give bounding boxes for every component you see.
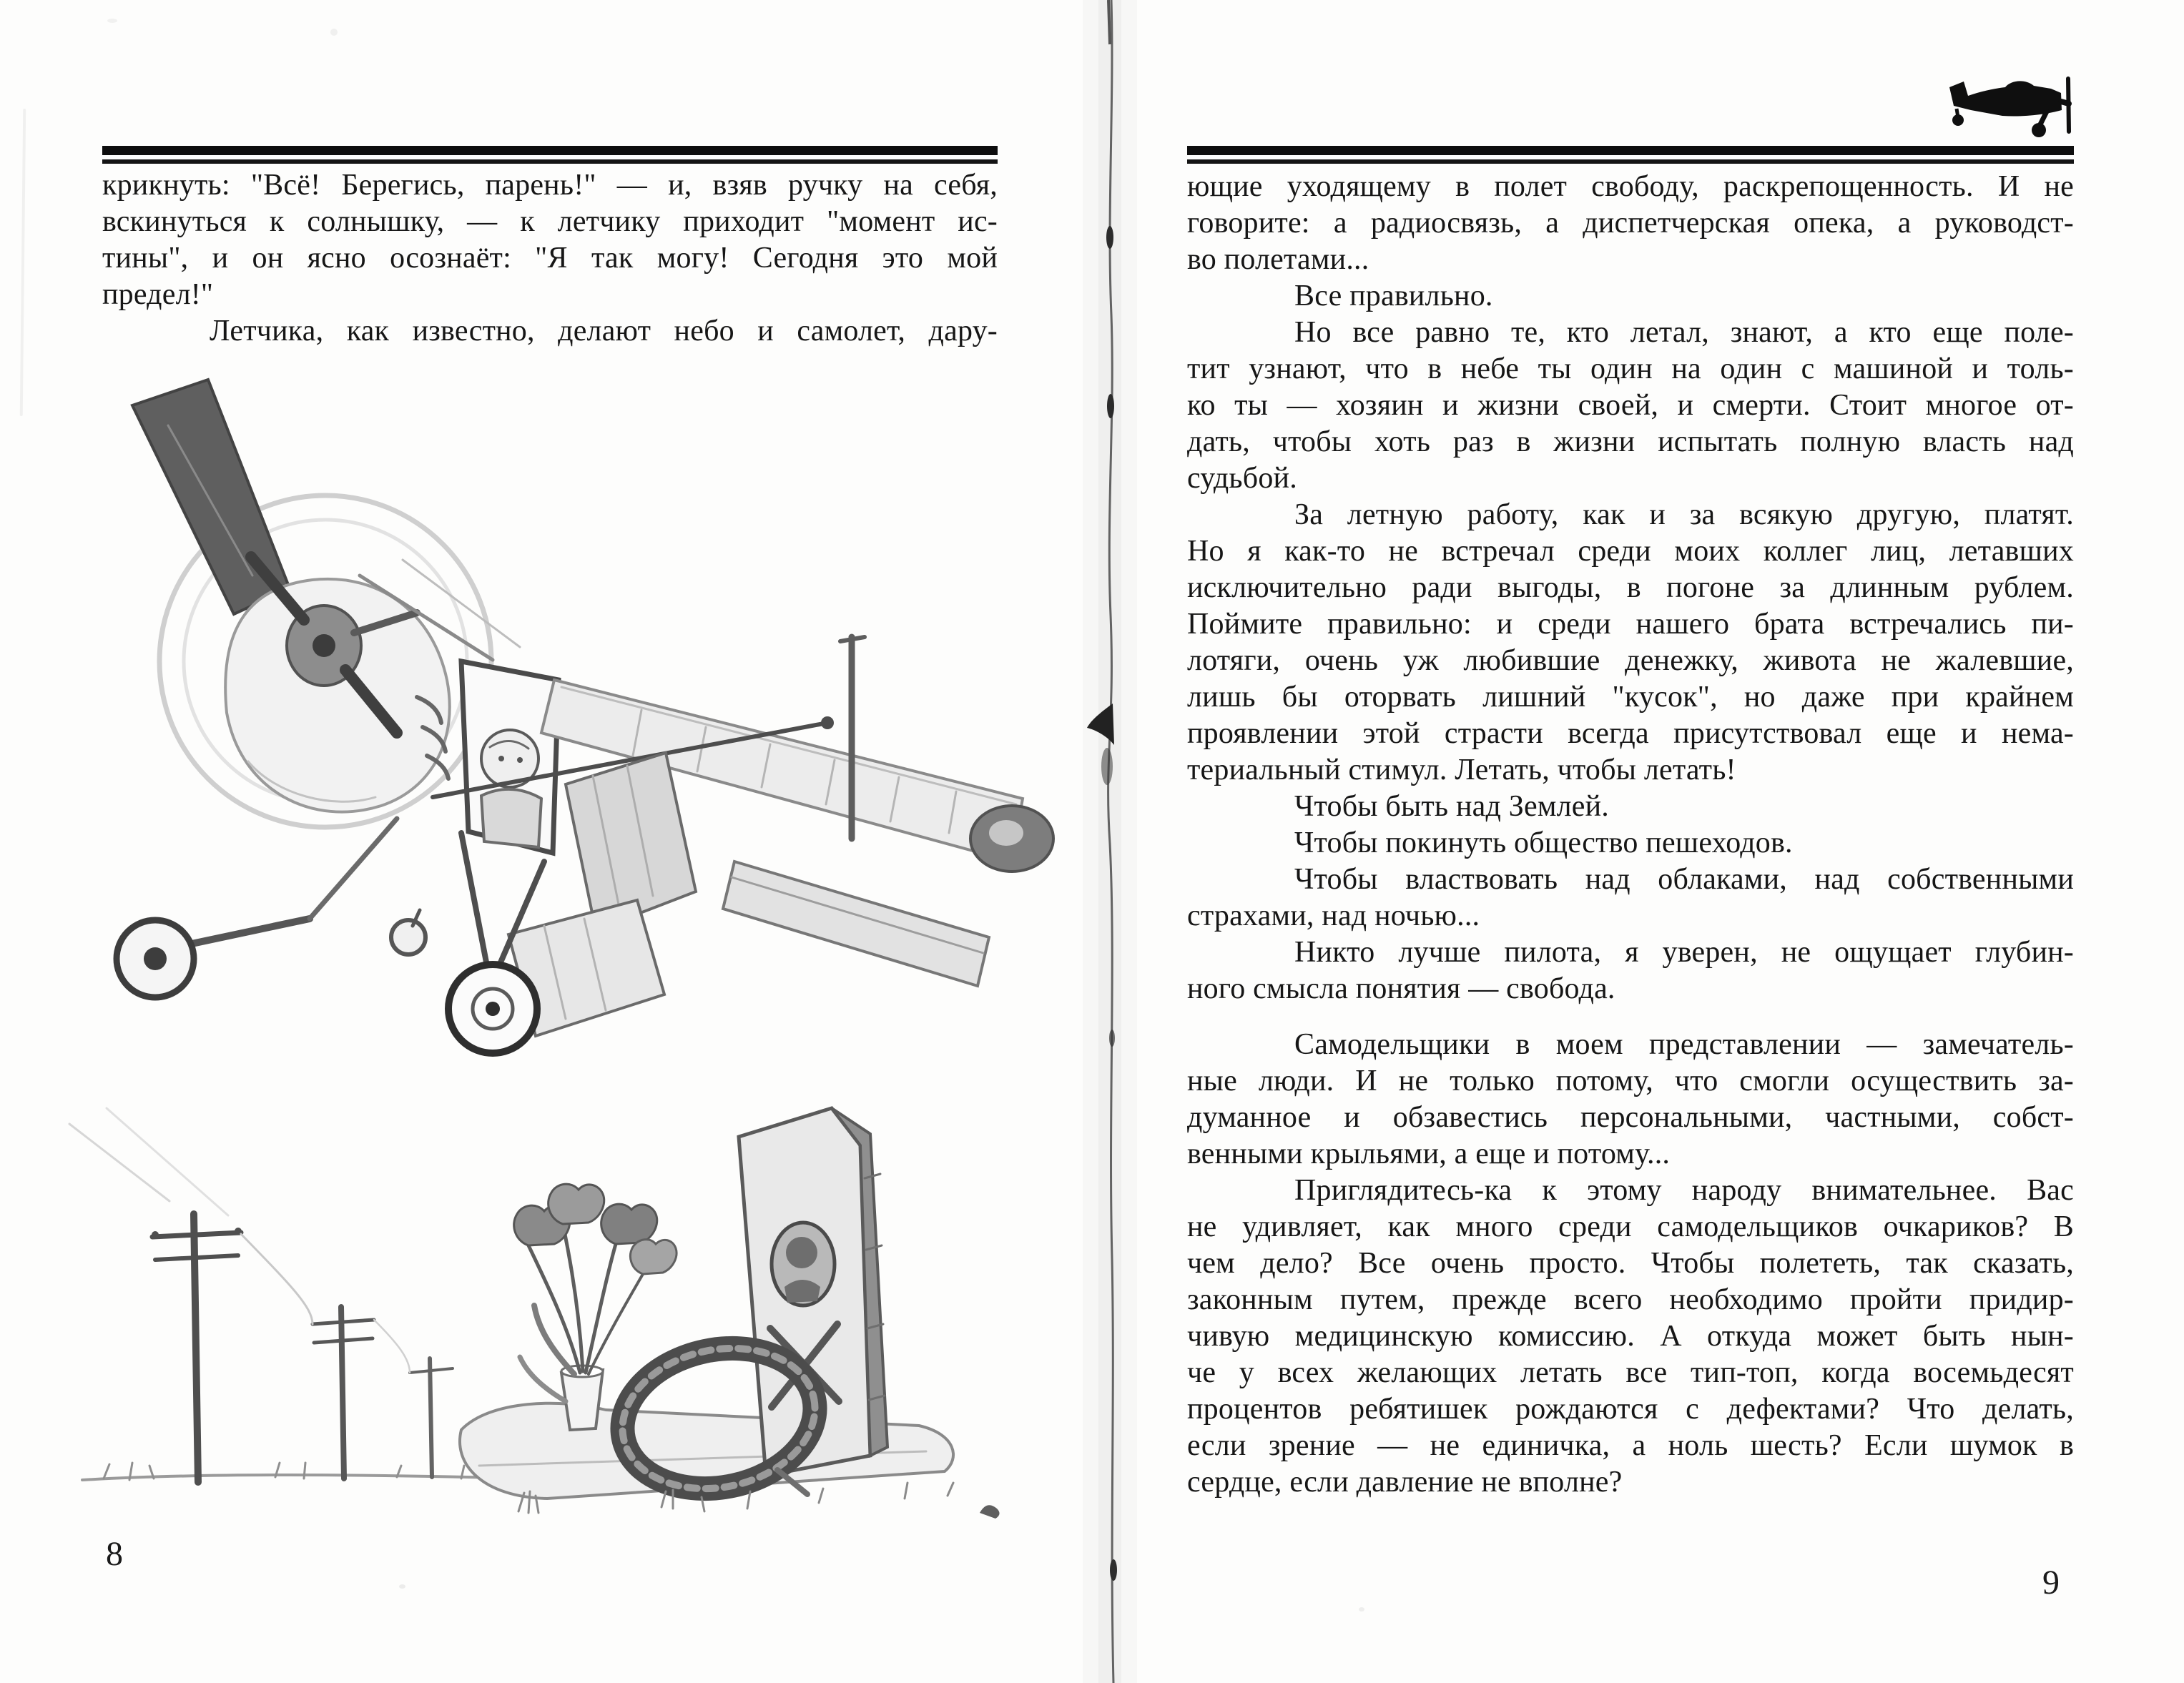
text-line: процентов ребятишек рождаются с дефектами? Что делать,: [1187, 1393, 2074, 1426]
text-line: чем дело? Все очень просто. Чтобы полететь, так сказать,: [1187, 1247, 2074, 1280]
text-line: проявлении этой страсти всегда присутствовал еще и нема-: [1187, 717, 2074, 750]
text-line: Чтобы покинуть общество пешеходов.: [1294, 826, 1793, 859]
text-line: ко ты — хозяин и жизни своей, и смерти. Стоит многое от-: [1187, 389, 2074, 422]
text-line: Самодельщики в моем представлении — замечатель-: [1294, 1028, 2074, 1061]
text-line: тины", и он ясно осознаёт: "Я так могу! Сегодня это мой: [102, 242, 998, 275]
text-line: венными крыльями, а еще и потому...: [1187, 1137, 1671, 1170]
text-line: говорите: а радиосвязь, а диспетчерская опека, а руководст-: [1187, 207, 2074, 240]
text-line: териальный стимул. Летать, чтобы летать!: [1187, 754, 1736, 786]
text-line: крикнуть: "Всё! Берегись, парень!" — и, взяв ручку на себя,: [102, 169, 998, 202]
text-line: не удивляет, как много среди самодельщиков очкариков? В: [1187, 1210, 2074, 1243]
page-right: [1116, 0, 2184, 1683]
text-line: предел!": [102, 278, 214, 311]
text-line: Приглядитесь-ка к этому народу внимательнее. Вас: [1294, 1174, 2074, 1207]
right-page-text: [1187, 169, 2074, 1501]
text-line: лотяги, очень уж любившие денежку, живота не жалевшие,: [1187, 644, 2074, 677]
text-line: думанное и обзавестись персональными, частными, собст-: [1187, 1101, 2074, 1134]
page-left: [0, 0, 1073, 1683]
airplane-illustration: [61, 361, 1094, 1076]
text-line: Но я как-то не встречал среди моих коллег лиц, летавших: [1187, 535, 2074, 568]
text-line: че у всех желающих летать все тип-топ, когда восемьдесят: [1187, 1356, 2074, 1389]
text-line: Все правильно.: [1294, 280, 1493, 312]
text-line: Чтобы быть над Землей.: [1294, 790, 1610, 823]
scan-speck: [330, 29, 338, 36]
text-line: дать, чтобы хоть раз в жизни испытать полную власть над: [1187, 425, 2074, 458]
header-rule-right: [1187, 146, 2074, 164]
text-line: Летчика, как известно, делают небо и самолет, дару-: [210, 315, 998, 347]
text-line: Поймите правильно: и среди нашего брата встречались пи-: [1187, 608, 2074, 641]
text-line: во полетами...: [1187, 243, 1369, 276]
page-number-right: 9: [2042, 1564, 2060, 1601]
text-line: чивую медицинскую комиссию. А откуда может быть нын-: [1187, 1320, 2074, 1353]
text-line: ного смысла понятия — свобода.: [1187, 972, 1615, 1005]
airplane-logo-icon: [1939, 74, 2077, 142]
text-line: лишь бы оторвать лишний "кусок", но даже при крайнем: [1187, 681, 2074, 714]
text-line: вскинуться к солнышку, — к летчику приходит "момент ис-: [102, 205, 998, 238]
scan-speck: [399, 1584, 405, 1589]
scan-speck: [107, 19, 117, 23]
text-line: исключительно ради выгоды, в погоне за длинным рублем.: [1187, 571, 2074, 604]
text-line: За летную работу, как и за всякую другую, платят.: [1294, 498, 2074, 531]
text-line: ные люди. И не только потому, что смогли осуществить за-: [1187, 1065, 2074, 1097]
text-line: законным путем, прежде всего необходимо пройти придир-: [1187, 1283, 2074, 1316]
left-page-text: [102, 167, 998, 350]
text-line: если зрение — не единичка, а ноль шесть? Если шумок в: [1187, 1429, 2074, 1462]
text-line: страхами, над ночью...: [1187, 899, 1480, 932]
text-line: судьбой.: [1187, 462, 1297, 495]
text-line: ющие уходящему в полет свободу, раскрепощенность. И не: [1187, 170, 2074, 203]
text-line: Но все равно те, кто летал, знают, а кто еще поле-: [1294, 316, 2074, 349]
header-rule-left: [102, 146, 998, 164]
text-line: сердце, если давление не вполне?: [1187, 1466, 1623, 1499]
text-line: Чтобы властвовать над облаками, над собственными: [1294, 863, 2074, 896]
grave-illustration: [61, 1092, 1048, 1539]
text-line: Никто лучше пилота, я уверен, не ощущает глубин-: [1294, 936, 2074, 969]
page-number-left: 8: [106, 1535, 123, 1573]
scan-speck: [1359, 1607, 1364, 1612]
text-line: тит узнают, что в небе ты один на один с машиной и толь-: [1187, 352, 2074, 385]
